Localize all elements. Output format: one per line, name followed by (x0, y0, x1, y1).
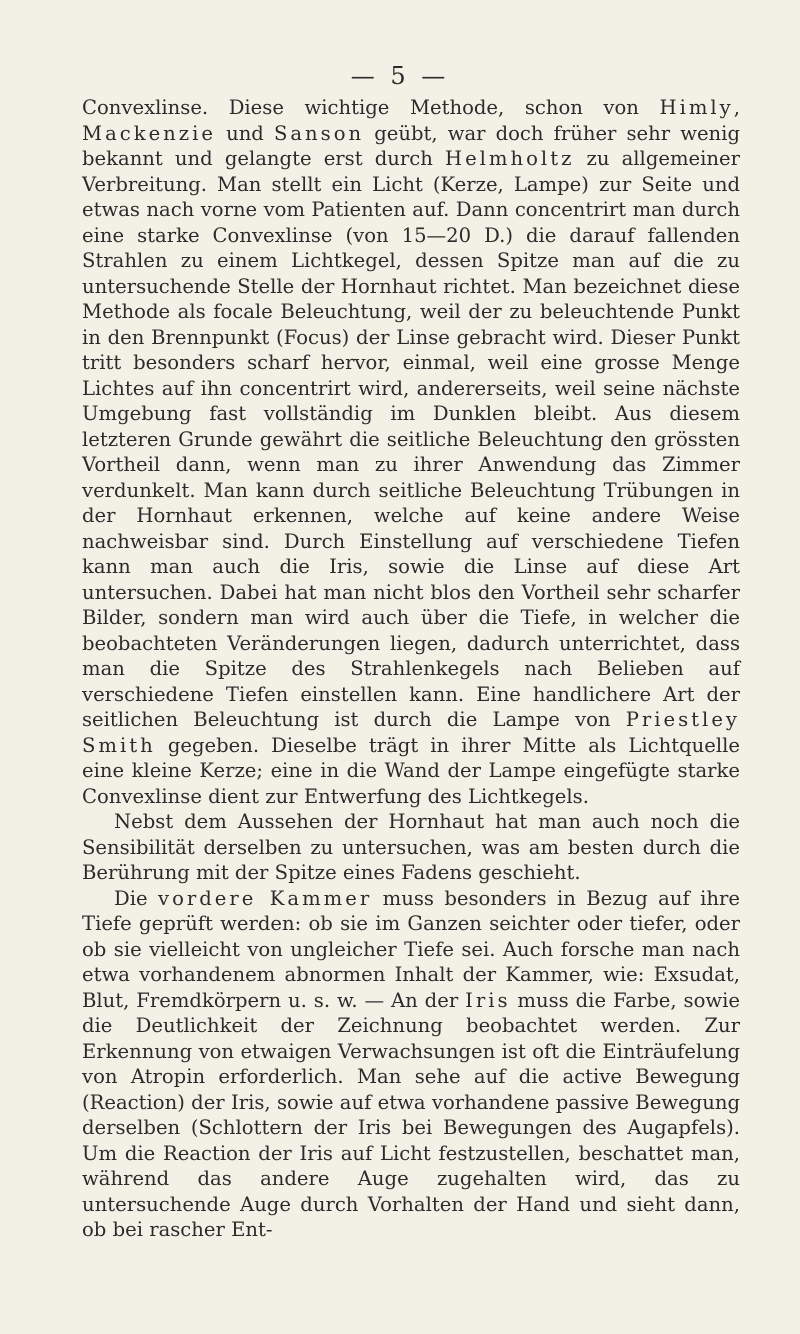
text-run: zu allgemeiner Verbreitung. Man stellt ein Licht (Kerze, Lampe) zur Seite und etwas nach vorne vom Patienten auf. Dann concentrirt man durch eine starke Convexlinse (von 15—20 D.) die darauf fallenden Strahlen zu einem Lichtkegel, dessen Spitze man auf die zu untersuchende Stelle der Hornhaut richtet. Man bezeichnet diese Methode als focale Beleuchtung, weil der zu beleuchtende Punkt in den Brennpunkt (Focus) der Linse gebracht wird. Dieser Punkt tritt besonders scharf hervor, einmal, weil eine grosse Menge Lichtes auf ihn concentrirt wird, andererseits, weil seine nächste Umgebung fast vollständig im Dunklen bleibt. Aus diesem letzteren Grunde gewährt die seitliche Beleuchtung den grössten Vortheil dann, wenn man zu ihrer Anwendung das Zimmer verdunkelt. Man kann durch seitliche Beleuchtung Trübungen in der Hornhaut erkennen, welche auf keine andere Weise nachweisbar sind. Durch Einstellung auf verschiedene Tiefen kann man auch die Iris, sowie die Linse auf diese Art untersuchen. Dabei hat man nicht blos den Vortheil sehr scharfer Bilder, sondern man wird auch über die Tiefe, in welcher die beobachteten Veränderungen liegen, dadurch unterrichtet, dass man die Spitze des Strahlenkegels nach Belieben auf verschiedene Tiefen einstellen kann. Eine handlichere Art der seitlichen Beleuchtung ist durch die Lampe von (82, 147, 740, 731)
author-name: Priestley Smith (82, 708, 740, 757)
text-run: Die (114, 886, 158, 910)
author-name: Mackenzie (82, 121, 216, 145)
text-run: geübt, war doch früher sehr wenig bekannt und gelangte erst durch (82, 121, 740, 170)
author-name: Himly (659, 96, 734, 119)
author-name: Sanson (273, 121, 365, 145)
emphasized-term: Iris (465, 988, 511, 1012)
text-run: muss besonders in Bezug auf ihre Tiefe geprüft werden: ob sie im Ganzen seichter oder tiefer, oder ob sie vielleicht von ungleicher Tiefe sei. Auch forsche man nach etwa vorhandenem abnormen Inhalt der Kammer, wie: Exsudat, Blut, Fremdkörpern u. s. w. — An der (82, 886, 740, 1012)
text-run: Convexlinse. Diese wichtige Methode, schon von (82, 96, 660, 119)
body-text (82, 95, 740, 1243)
text-run: muss die Farbe, sowie die Deutlichkeit der Zeichnung beobachtet werden. Zur Erkennung von etwaigen Verwachsungen ist oft die Einträufelung von Atropin erforderlich. Man sehe auf die active Bewegung (Reaction) der Iris, sowie auf etwa vorhandene passive Bewegung derselben (Schlottern der Iris bei Bewegungen des Augapfels). Um die Reaction der Iris auf Licht festzustellen, beschattet man, während das andere Auge zugehalten wird, das zu untersuchende Auge durch Vorhalten der Hand und sieht dann, ob bei rascher Ent- (82, 988, 740, 1241)
paragraph (82, 95, 740, 809)
text-run: Nebst dem Aussehen der Hornhaut hat man auch noch die Sensibilität derselben zu untersuchen, was am besten durch die Berührung mit der Spitze eines Fadens geschieht. (82, 810, 740, 884)
paragraph (82, 886, 740, 1243)
text-run: und (216, 121, 274, 145)
author-name: Helmholtz (444, 147, 575, 170)
text-run: gegeben. Dieselbe trägt in ihrer Mitte als Lichtquelle eine kleine Kerze; eine in die Wand der Lampe eingefügte starke Convexlinse dient zur Entwerfung des Lichtkegels. (82, 733, 740, 808)
page-number: — 5 — (350, 62, 450, 90)
paragraph (82, 809, 740, 886)
emphasized-term: vordere Kammer (158, 886, 373, 910)
text-run: , (733, 96, 740, 119)
